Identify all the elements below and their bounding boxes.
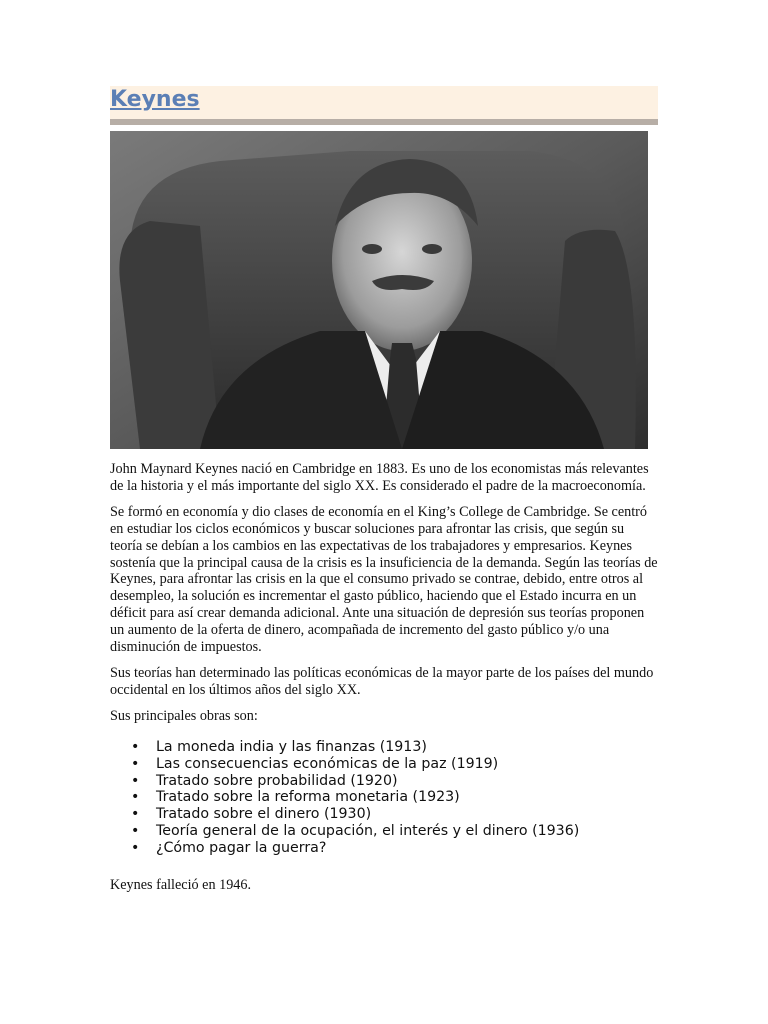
title-banner [110,86,658,125]
closing-paragraph: Keynes falleció en 1946. [110,877,252,894]
list-item [110,789,658,806]
bullet-icon: • [131,755,140,772]
list-item [110,840,658,857]
list-item [110,756,658,773]
work-title: ¿Cómo pagar la guerra? [156,840,327,857]
bullet-icon: • [131,789,140,806]
works-list [110,739,658,857]
works-intro: Sus principales obras son: [110,707,258,724]
list-item [110,806,658,823]
influence-paragraph: Sus teorías han determinado las políticas económicas de la mayor parte de los países del mundo occidental en los últimos años del siglo XX. [110,664,654,698]
bullet-icon: • [131,823,140,840]
work-title: Teoría general de la ocupación, el interés y el dinero (1936) [156,823,580,840]
work-title: Tratado sobre probabilidad (1920) [156,772,398,789]
portrait-photo [110,131,648,449]
intro-paragraph: John Maynard Keynes nació en Cambridge en 1883. Es uno de los economistas más relevantes de la historia y el más importante del siglo XX. Es considerado el padre de la macroeconomía. [110,461,649,494]
bullet-icon: • [131,806,140,823]
work-title: Las consecuencias económicas de la paz (1919) [156,755,499,772]
list-item [110,773,658,790]
work-title: La moneda india y las finanzas (1913) [156,738,427,755]
bullet-icon: • [131,738,140,755]
page-title[interactable]: Keynes [110,87,200,112]
bullet-icon: • [131,840,140,857]
list-item [110,739,658,756]
work-title: Tratado sobre la reforma monetaria (1923) [156,789,460,806]
career-paragraph: Se formó en economía y dio clases de economía en el King’s College de Cambridge. Se centró en estudiar los ciclos económicos y buscar soluciones para afrontar las crisis, que según su teoría se debían a los cambios en las expectativas de los trabajadores y empresarios. Keynes sostenía que la principal causa de la crisis es la insuficiencia de la demanda. Según las teorías de Keynes, para afrontar las crisis en la que el consumo privado se contrae, debido, entre otros al desempleo, la solución es incrementar el gasto público, haciendo que el Estado incurra en un déficit para así crear demanda adicional. Ante una situación de depresión sus teorías proponen un aumento de la oferta de dinero, acompañada de incremento del gasto público y/o una disminución de impuestos. [110,503,658,656]
list-item [110,823,658,840]
work-title: Tratado sobre el dinero (1930) [156,806,372,823]
bullet-icon: • [131,772,140,789]
document-page [110,86,658,894]
